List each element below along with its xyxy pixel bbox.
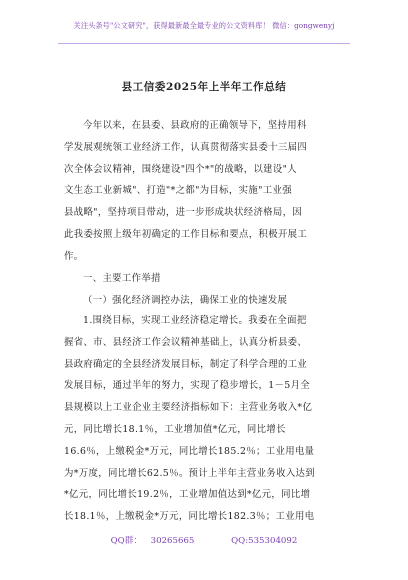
paragraph-line: 为*万度，同比增长62.5％。预计上半年主营业务收入达到 bbox=[64, 467, 315, 479]
footer-contact bbox=[0, 534, 408, 546]
paragraph-line: 今年以来，在县委、县政府的正确领导下，坚持用科 bbox=[83, 120, 307, 131]
footer-qq: QQ:535304092 bbox=[231, 536, 298, 546]
header-divider bbox=[58, 43, 350, 44]
paragraph-line: 县规模以上工业企业主要经济指标如下：主营业务收入*亿 bbox=[64, 402, 313, 414]
paragraph-line: 长18.1％，上缴税金*万元，同比增长182.3％；工业用电 bbox=[64, 511, 315, 523]
paragraph-line: *亿元，同比增长19.2％，工业增加值达到*亿元，同比增 bbox=[64, 489, 311, 501]
section-heading: 一、主要工作举措 bbox=[83, 273, 161, 284]
subsection-heading: （一）强化经济调控办法，确保工业的快速发展 bbox=[83, 295, 288, 306]
intro-paragraph bbox=[64, 115, 346, 268]
paragraph-line: 握省、市、县经济工作会议精神基础上，认真分析县委、 bbox=[64, 336, 308, 348]
document-title: 县工信委2025年上半年工作总结 bbox=[121, 81, 287, 93]
paragraph-line: 次全体会议精神，围绕建设"四个*"的战略，以建设"人 bbox=[64, 163, 297, 175]
paragraph-line: 学发展观统领工业经济工作，认真贯彻落实县委十三届四 bbox=[64, 141, 308, 153]
paragraph-line: 县战略"，坚持项目带动，进一步形成块状经济格局，因 bbox=[64, 207, 303, 219]
footer-qq-group: QQ群： 30265665 bbox=[110, 536, 195, 546]
paragraph-line: 1.围绕目标，实现工业经济稳定增长。我委在全面把 bbox=[83, 315, 307, 326]
paragraph-line: 此我委按照上级年初确定的工作目标和要点，积极开展工 bbox=[64, 228, 308, 240]
body-paragraph bbox=[64, 310, 346, 528]
header-banner: 关注头条号"公文研究"，获得最新最全最专业的公文资料库！ 微信：gongwenyj bbox=[73, 21, 335, 30]
paragraph-line: 发展目标，通过半年的努力，实现了稳步增长，1－5月全 bbox=[64, 380, 311, 392]
paragraph-line: 文生态工业新城"、打造"*之都"为目标，实施"工业强 bbox=[64, 185, 292, 197]
paragraph-line: 16.6％，上缴税金*万元，同比增长185.2％；工业用电量 bbox=[64, 445, 315, 457]
paragraph-line: 元，同比增长18.1％，工业增加值*亿元，同比增长 bbox=[64, 423, 286, 435]
paragraph-line: 作。 bbox=[64, 250, 84, 262]
paragraph-line: 县政府确定的全县经济发展目标，制定了科学合理的工业 bbox=[64, 358, 308, 370]
